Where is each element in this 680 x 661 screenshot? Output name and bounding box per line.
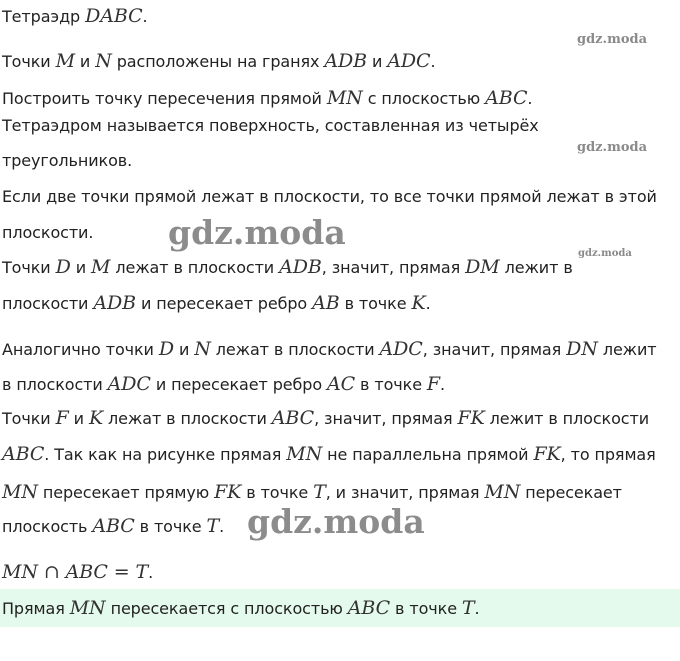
math-expression: MN [286,443,323,465]
math-expression: K [411,292,426,314]
math-expression: ADB [324,50,367,72]
text-segment: в точке [355,375,427,394]
text-segment: и пересекает ребро [135,294,313,313]
math-expression: DN [566,338,598,360]
math-expression: MN [69,597,106,619]
text-segment: Построить точку пересечения прямой [2,89,327,108]
math-expression: ADC [107,373,151,395]
text-line-6 [2,186,657,208]
math-expression: MN [484,481,521,503]
math-expression: DABC [85,5,143,27]
text-segment: и пересекает ребро [150,375,327,394]
text-segment: . [474,599,480,618]
text-line-8 [2,256,573,279]
text-segment: и [173,340,195,359]
text-segment: в плоскости [2,375,108,394]
text-segment: Аналогично точки [2,340,159,359]
text-line-12 [2,407,649,430]
math-expression: AB [312,292,340,314]
text-segment: лежат в плоскости [210,340,380,359]
math-expression: ADC [379,338,423,360]
text-segment: пересекает прямую [37,483,215,502]
math-expression: ABC [347,597,391,619]
text-segment: плоскость [2,517,93,536]
watermark-2: gdz.moda [577,140,648,155]
math-expression: F [426,373,441,395]
math-expression: ADC [387,50,431,72]
text-line-10 [2,338,657,361]
math-expression: MN [2,481,38,503]
math-expression: FK [457,407,485,429]
text-line-9 [2,292,431,315]
watermark-4: gdz.moda [578,248,632,259]
text-segment: . [142,7,148,26]
text-segment: в точке [390,599,462,618]
watermark-5: gdz.moda [247,502,425,541]
text-segment: плоскости [2,294,94,313]
math-expression: D [55,256,71,278]
text-segment: Точки [2,52,56,71]
text-segment: . [430,52,436,71]
text-segment: в точке [134,517,207,536]
text-segment: . [148,563,154,582]
text-segment: , и значит, прямая [325,483,485,502]
text-segment: плоскости. [2,223,94,242]
math-expression: ABC [92,515,135,537]
text-line-1 [2,5,148,28]
math-expression: T [461,597,475,619]
text-segment: лежит [597,340,657,359]
math-expression: FK [533,443,561,465]
text-segment: Точки [2,258,56,277]
text-line-2 [2,50,435,73]
math-expression: T [206,515,220,537]
text-segment: . [219,517,225,536]
math-expression: N [194,338,211,360]
text-line-16 [2,561,153,584]
text-segment: Тетраэдр [2,7,86,26]
text-segment: . [425,294,431,313]
text-segment: лежат в плоскости [110,258,280,277]
math-expression: N [95,50,112,72]
text-line-7 [2,222,93,244]
text-segment: треугольников. [2,151,133,170]
text-line-11 [2,373,445,396]
math-expression: M [91,256,111,278]
text-segment: лежит в плоскости [484,409,650,428]
text-segment: . Так как на рисунке прямая [44,445,287,464]
text-line-4 [2,115,539,137]
text-segment: Если две точки прямой лежат в плоскости, то все точки прямой лежат в этой [2,187,657,206]
math-expression: D [158,338,174,360]
text-line-14 [2,481,622,504]
math-expression: ADB [93,292,136,314]
text-segment: . [440,375,446,394]
math-expression: MN [326,87,363,109]
text-segment: лежат в плоскости [103,409,272,428]
text-segment: пересекается с плоскостью [105,599,348,618]
text-line-15 [2,515,224,538]
math-expression: ABC [485,87,528,109]
text-segment: расположены на гранях [111,52,325,71]
math-expression: ADB [279,256,322,278]
math-expression: ABC [271,407,315,429]
math-expression: T [313,481,326,503]
text-segment: в точке [339,294,412,313]
text-segment: и [70,258,91,277]
watermark-1: gdz.moda [577,32,648,47]
text-line-5 [2,150,132,172]
text-segment: и [68,409,89,428]
text-segment: , значит, прямая [422,340,567,359]
text-line-3 [2,87,532,110]
math-expression: AC [327,373,356,395]
math-expression: F [55,407,69,429]
text-segment: Прямая [2,599,70,618]
text-segment: , значит, прямая [321,258,466,277]
text-segment: , значит, прямая [314,409,458,428]
text-segment: в точке [241,483,314,502]
math-expression: M [55,50,75,72]
math-expression: K [88,407,104,429]
math-expression: MN ∩ ABC = T [2,561,149,583]
text-line-13 [2,443,656,466]
watermark-3: gdz.moda [168,213,346,252]
text-segment: Тетраэдром называется поверхность, составленная из четырёх [2,116,539,135]
math-expression: DM [465,256,500,278]
text-segment: лежит в [499,258,573,277]
answer-text [2,597,480,620]
text-segment: . [527,89,533,108]
text-segment: и [74,52,96,71]
text-segment: пересекает [520,483,622,502]
text-segment: не параллельна прямой [322,445,534,464]
text-segment: и [366,52,388,71]
math-expression: FK [214,481,242,503]
text-segment: , то прямая [560,445,656,464]
math-expression: ABC [2,443,45,465]
text-segment: с плоскостью [362,89,486,108]
text-segment: Точки [2,409,56,428]
